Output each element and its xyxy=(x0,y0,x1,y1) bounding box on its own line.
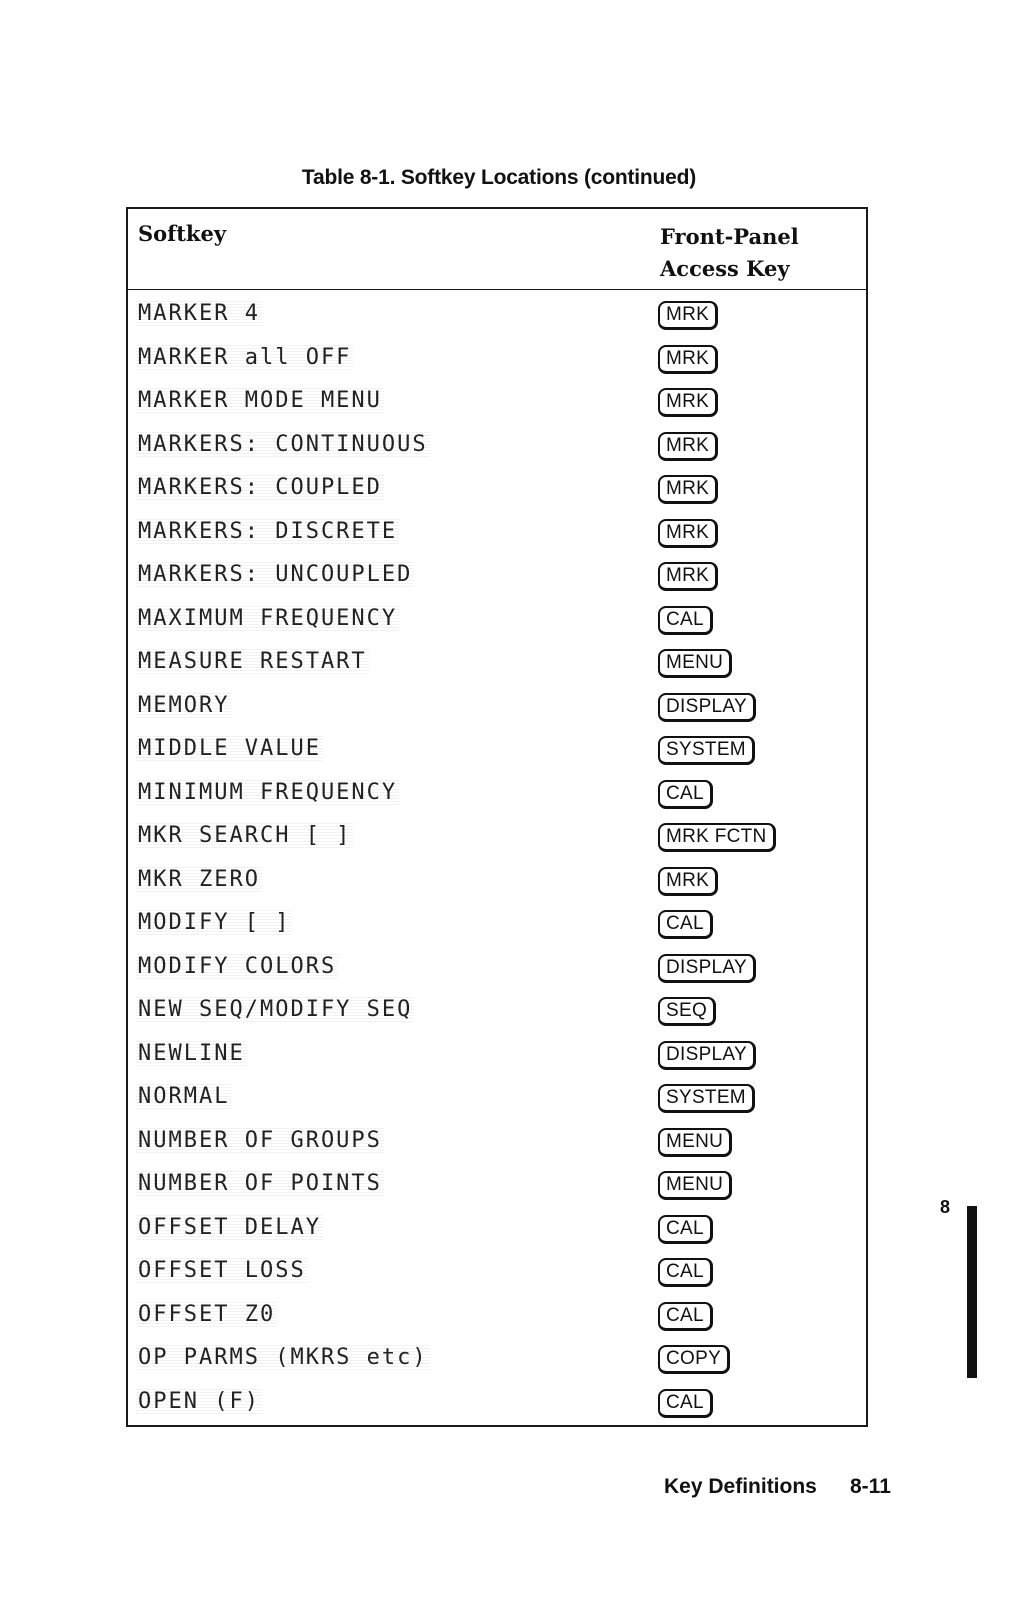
table-row xyxy=(128,382,866,426)
softkey-label: MARKERS: COUPLED xyxy=(138,475,382,500)
softkey-label: MARKERS: UNCOUPLED xyxy=(138,562,413,587)
front-panel-key: CAL xyxy=(658,1215,713,1244)
table-row xyxy=(128,1165,866,1209)
header-softkey: Softkey xyxy=(138,221,227,246)
front-panel-key: COPY xyxy=(658,1345,730,1374)
table-row xyxy=(128,1296,866,1340)
table-row xyxy=(128,687,866,731)
softkey-label: MODIFY [ ] xyxy=(138,910,291,935)
table-row xyxy=(128,1209,866,1253)
front-panel-key: CAL xyxy=(658,606,713,635)
softkey-label: NEWLINE xyxy=(138,1040,245,1066)
front-panel-key: MRK xyxy=(658,432,718,461)
front-panel-key: DISPLAY xyxy=(658,693,756,722)
softkey-label: NORMAL xyxy=(138,1084,230,1109)
footer-page-number: 8-11 xyxy=(850,1475,891,1498)
table-row xyxy=(128,730,866,774)
header-access-key xyxy=(660,221,799,285)
table-row xyxy=(128,991,866,1035)
softkey-label: OFFSET Z0 xyxy=(138,1301,276,1327)
softkey-label: MAXIMUM FREQUENCY xyxy=(138,605,398,631)
front-panel-key: CAL xyxy=(658,1258,713,1287)
front-panel-key: MENU xyxy=(658,649,732,678)
front-panel-key: SYSTEM xyxy=(658,1084,755,1113)
front-panel-key: MRK xyxy=(658,388,718,417)
table-row xyxy=(128,600,866,644)
header-access-line2: Access Key xyxy=(660,256,790,281)
front-panel-key: MENU xyxy=(658,1171,732,1200)
table-caption: Table 8-1. Softkey Locations (continued) xyxy=(301,166,697,189)
table-row xyxy=(128,1383,866,1427)
header-access-line1: Front-Panel xyxy=(660,224,799,249)
table-row xyxy=(128,1035,866,1079)
table-row xyxy=(128,1252,866,1296)
softkey-label: MARKER 4 xyxy=(138,301,260,326)
front-panel-key: MRK xyxy=(658,867,718,896)
front-panel-key: MRK FCTN xyxy=(658,823,776,852)
table-row xyxy=(128,948,866,992)
front-panel-key: CAL xyxy=(658,1389,713,1418)
footer-title: Key Definitions xyxy=(664,1475,817,1498)
softkey-label: MEASURE RESTART xyxy=(138,649,367,674)
table-row xyxy=(128,556,866,600)
softkey-label: MKR SEARCH [ ] xyxy=(138,823,352,848)
table-row xyxy=(128,1122,866,1166)
front-panel-key: MRK xyxy=(658,345,718,374)
softkey-label: MODIFY COLORS xyxy=(138,953,337,979)
softkey-label: MIDDLE VALUE xyxy=(138,736,321,761)
softkey-label: MARKER MODE MENU xyxy=(138,388,382,413)
softkey-label: MARKERS: CONTINUOUS xyxy=(138,431,428,457)
front-panel-key: CAL xyxy=(658,780,713,809)
table-row xyxy=(128,817,866,861)
softkey-label: OPEN (F) xyxy=(138,1388,260,1414)
table-header xyxy=(128,209,866,290)
softkey-label: NUMBER OF POINTS xyxy=(138,1171,382,1196)
softkey-label: OFFSET DELAY xyxy=(138,1214,321,1240)
softkey-label: MEMORY xyxy=(138,692,230,718)
table-row xyxy=(128,426,866,470)
softkey-label: MKR ZERO xyxy=(138,866,260,892)
table-row xyxy=(128,904,866,948)
front-panel-key: MRK xyxy=(658,301,718,330)
front-panel-key: MRK xyxy=(658,475,718,504)
front-panel-key: MRK xyxy=(658,519,718,548)
chapter-tab-number: 8 xyxy=(940,1197,951,1217)
table-row xyxy=(128,861,866,905)
table-row xyxy=(128,774,866,818)
chapter-tab-bar xyxy=(967,1206,977,1378)
front-panel-key: CAL xyxy=(658,1302,713,1331)
table-body xyxy=(128,295,866,1426)
table-row xyxy=(128,1078,866,1122)
table-row xyxy=(128,295,866,339)
softkey-label: MINIMUM FREQUENCY xyxy=(138,779,398,805)
table-row xyxy=(128,643,866,687)
front-panel-key: MENU xyxy=(658,1128,732,1157)
softkey-label: MARKER all OFF xyxy=(138,344,352,370)
softkey-label: OFFSET LOSS xyxy=(138,1258,306,1283)
front-panel-key: SEQ xyxy=(658,997,716,1026)
table-row xyxy=(128,1339,866,1383)
table-row xyxy=(128,513,866,557)
front-panel-key: CAL xyxy=(658,910,713,939)
front-panel-key: SYSTEM xyxy=(658,736,755,765)
table-row xyxy=(128,339,866,383)
softkey-label: MARKERS: DISCRETE xyxy=(138,518,398,544)
softkey-label: NUMBER OF GROUPS xyxy=(138,1127,382,1153)
front-panel-key: DISPLAY xyxy=(658,954,756,983)
softkey-label: OP PARMS (MKRS etc) xyxy=(138,1345,428,1370)
front-panel-key: DISPLAY xyxy=(658,1041,756,1070)
softkey-table xyxy=(126,207,868,1427)
softkey-label: NEW SEQ/MODIFY SEQ xyxy=(138,997,413,1022)
front-panel-key: MRK xyxy=(658,562,718,591)
table-row xyxy=(128,469,866,513)
